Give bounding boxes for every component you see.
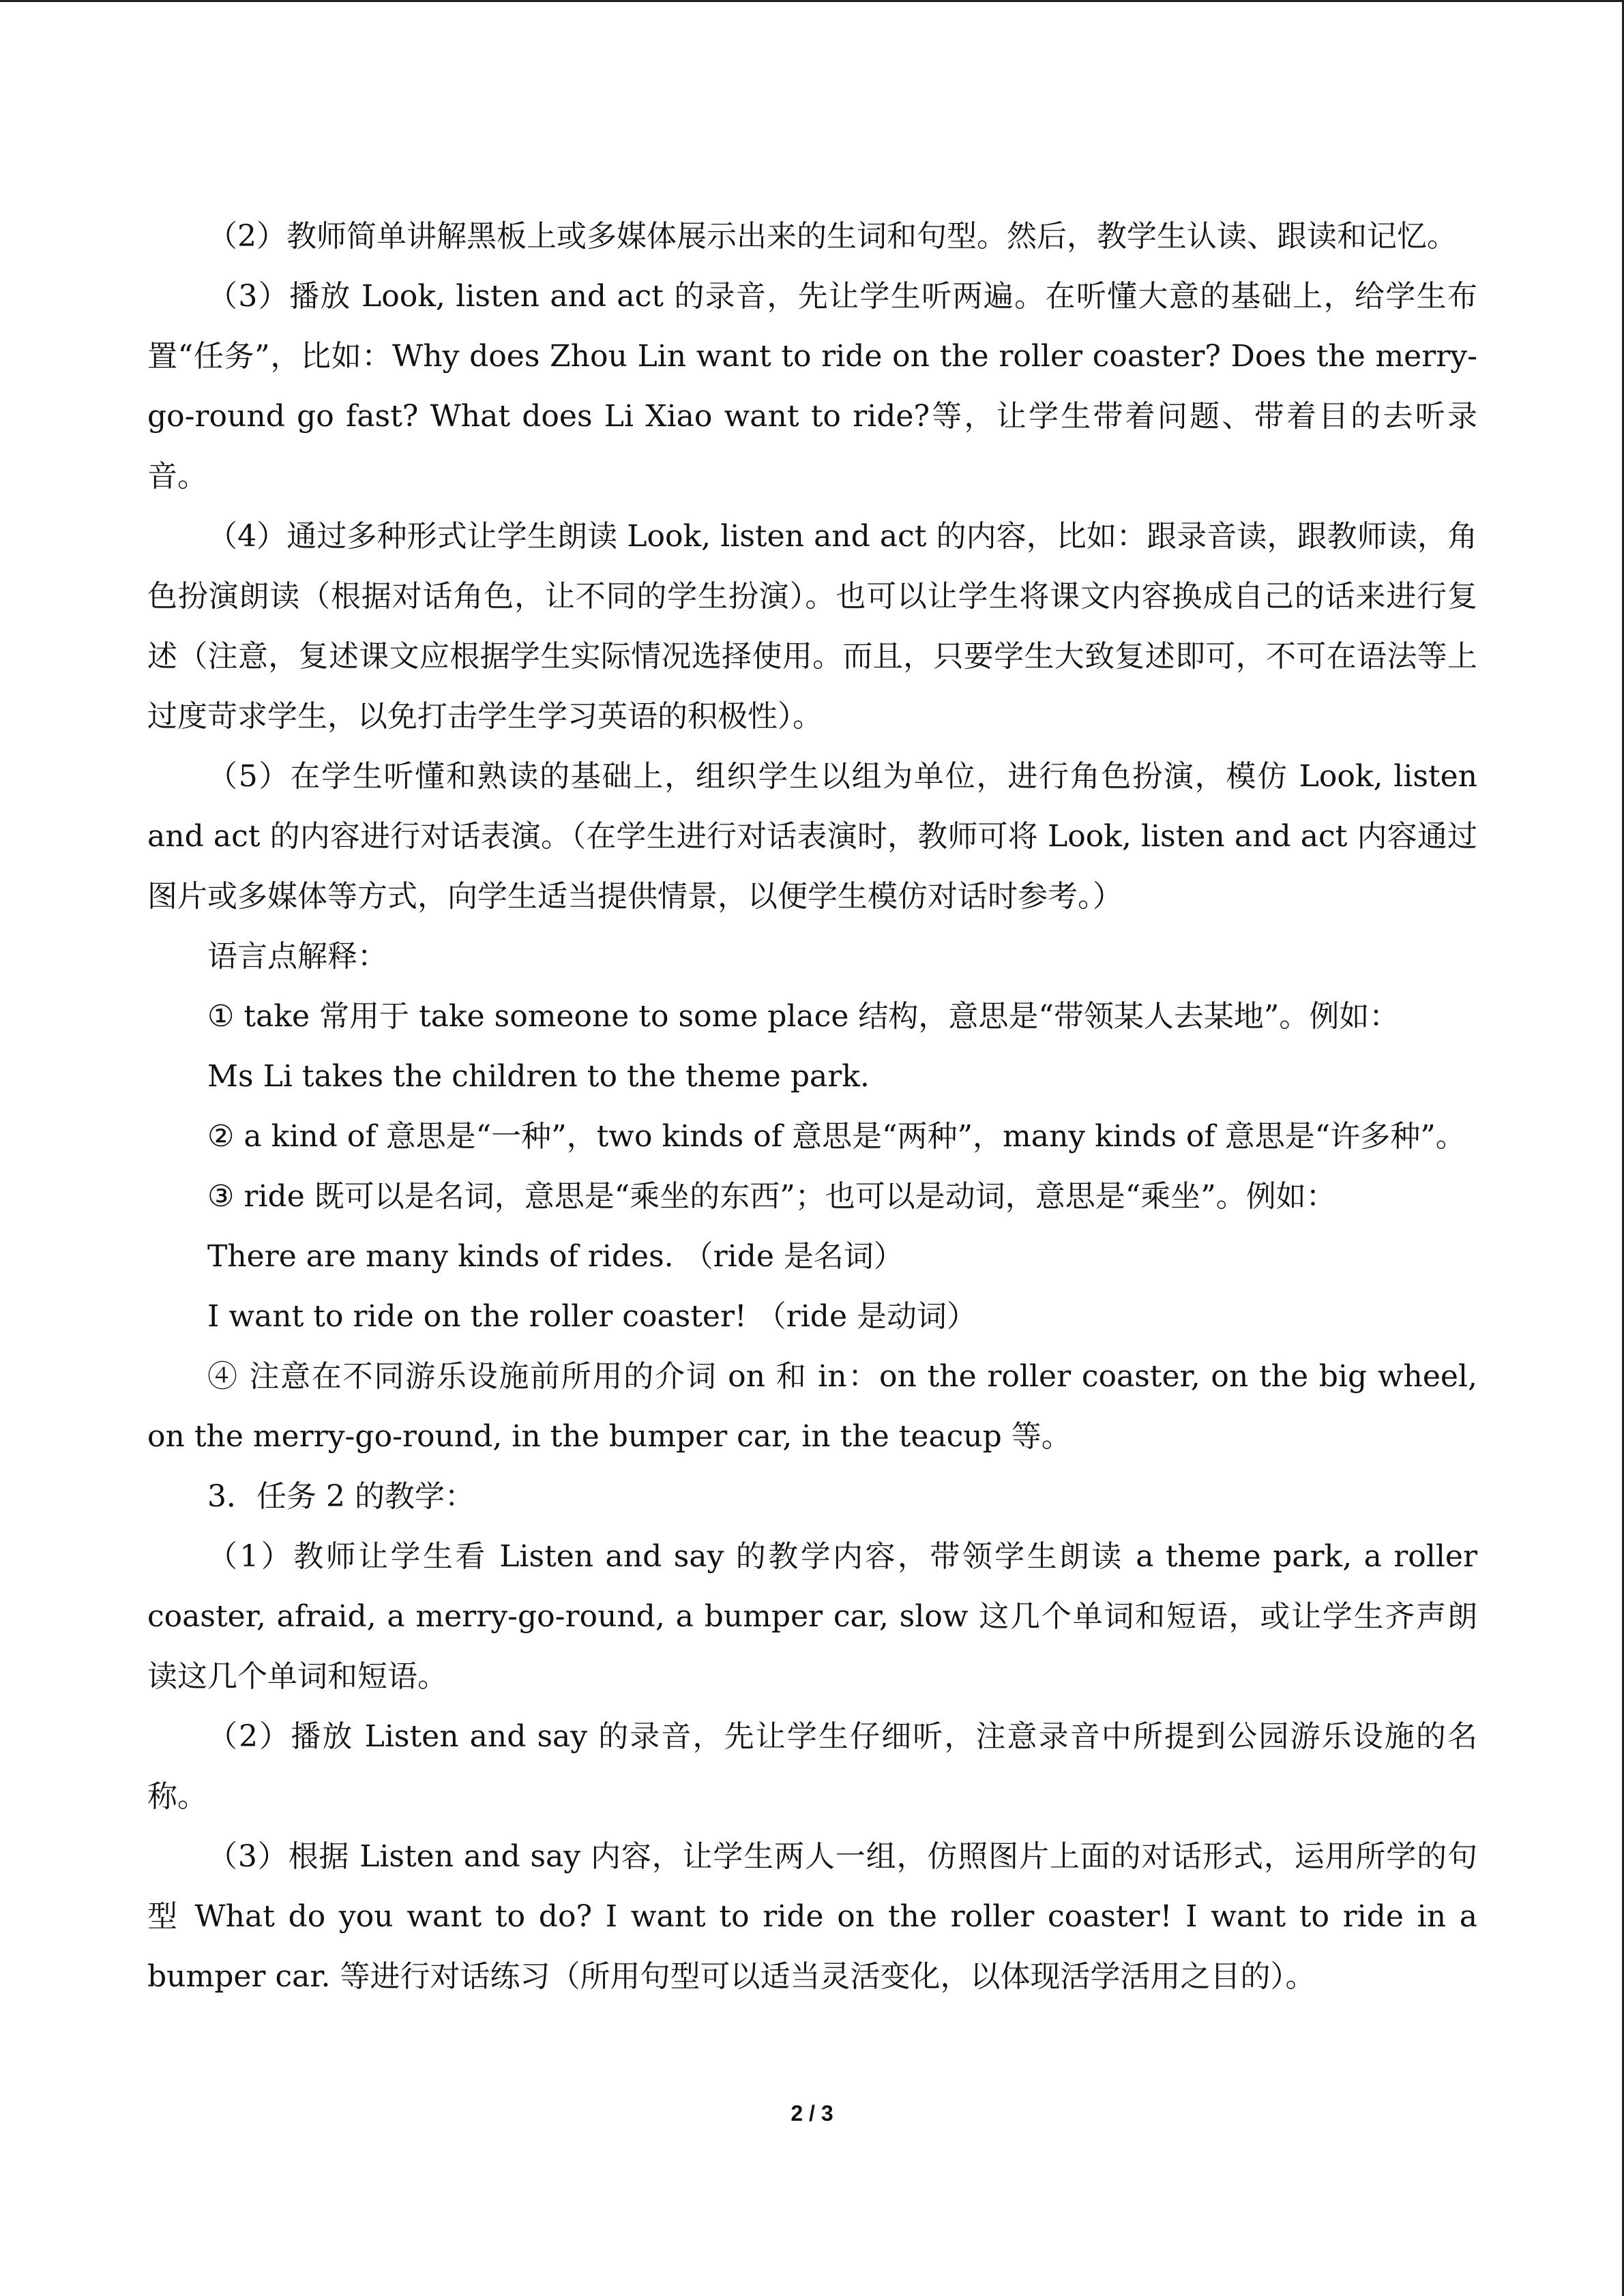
example-sentence-2: There are many kinds of rides. （ride 是名词） [207, 1239, 904, 1274]
example-sentence-1: Ms Li takes the children to the theme park. [207, 1059, 870, 1094]
paragraph-step-5: （5）在学生听懂和熟读的基础上，组织学生以组为单位，进行角色扮演，模仿 Look, listen and act 的内容进行对话表演。（在学生进行对话表演时，教师可将 Look, listen and act 内容通过图片或多媒体等方式，向学生适当提供情景，以便学生模仿对话时参考。） [147, 759, 1477, 914]
language-point-3: ③ ride 既可以是名词，意思是“乘坐的东西”；也可以是动词，意思是“乘坐”。例如： [207, 1179, 1336, 1214]
example-sentence-3: I want to ride on the roller coaster! （ride 是动词） [207, 1299, 977, 1334]
document-body [147, 207, 1477, 2007]
task2-step-2: （2）播放 Listen and say 的录音，先让学生仔细听，注意录音中所提到公园游乐设施的名称。 [147, 1719, 1477, 1814]
paragraph-step-3: （3）播放 Look, listen and act 的录音，先让学生听两遍。在听懂大意的基础上，给学生布置“任务”，比如：Why does Zhou Lin want to ride on the roller coaster? Does the merry-go-round go fast? What does Li Xiao want to ride?等，让学生带着问题、带着目的去听录音。 [147, 279, 1477, 494]
section-heading-language-points: 语言点解释： [207, 939, 387, 974]
task2-step-1: （1）教师让学生看 Listen and say 的教学内容，带领学生朗读 a theme park, a roller coaster, afraid, a merry-go-round, a bumper car, slow 这几个单词和短语，或让学生齐声朗读这几个单词和短语。 [147, 1539, 1477, 1694]
section-heading-task-2: 3．任务 2 的教学： [207, 1479, 475, 1514]
language-point-4: ④ 注意在不同游乐设施前所用的介词 on 和 in：on the roller coaster, on the big wheel, on the merry-go-round, in the bumper car, in the teacup 等。 [147, 1359, 1477, 1454]
language-point-2: ② a kind of 意思是“一种”，two kinds of 意思是“两种”，many kinds of 意思是“许多种”。 [207, 1119, 1466, 1154]
paragraph-step-4: （4）通过多种形式让学生朗读 Look, listen and act 的内容，比如：跟录音读，跟教师读，角色扮演朗读（根据对话角色，让不同的学生扮演）。也可以让学生将课文内容换成自己的话来进行复述（注意，复述课文应根据学生实际情况选择使用。而且，只要学生大致复述即可，不可在语法等上过度苛求学生，以免打击学生学习英语的积极性）。 [147, 519, 1477, 734]
page-number: 2 / 3 [791, 2101, 833, 2126]
paragraph-step-2: （2）教师简单讲解黑板上或多媒体展示出来的生词和句型。然后，教学生认读、跟读和记忆。 [207, 219, 1457, 254]
language-point-1: ① take 常用于 take someone to some place 结构，意思是“带领某人去某地”。例如： [207, 999, 1400, 1034]
task2-step-3: （3）根据 Listen and say 内容，让学生两人一组，仿照图片上面的对话形式，运用所学的句型 What do you want to do? I want to ride on the roller coaster! I want to ride in a bumper car. 等进行对话练习（所用句型可以适当灵活变化，以体现活学活用之目的）。 [147, 1839, 1477, 1994]
